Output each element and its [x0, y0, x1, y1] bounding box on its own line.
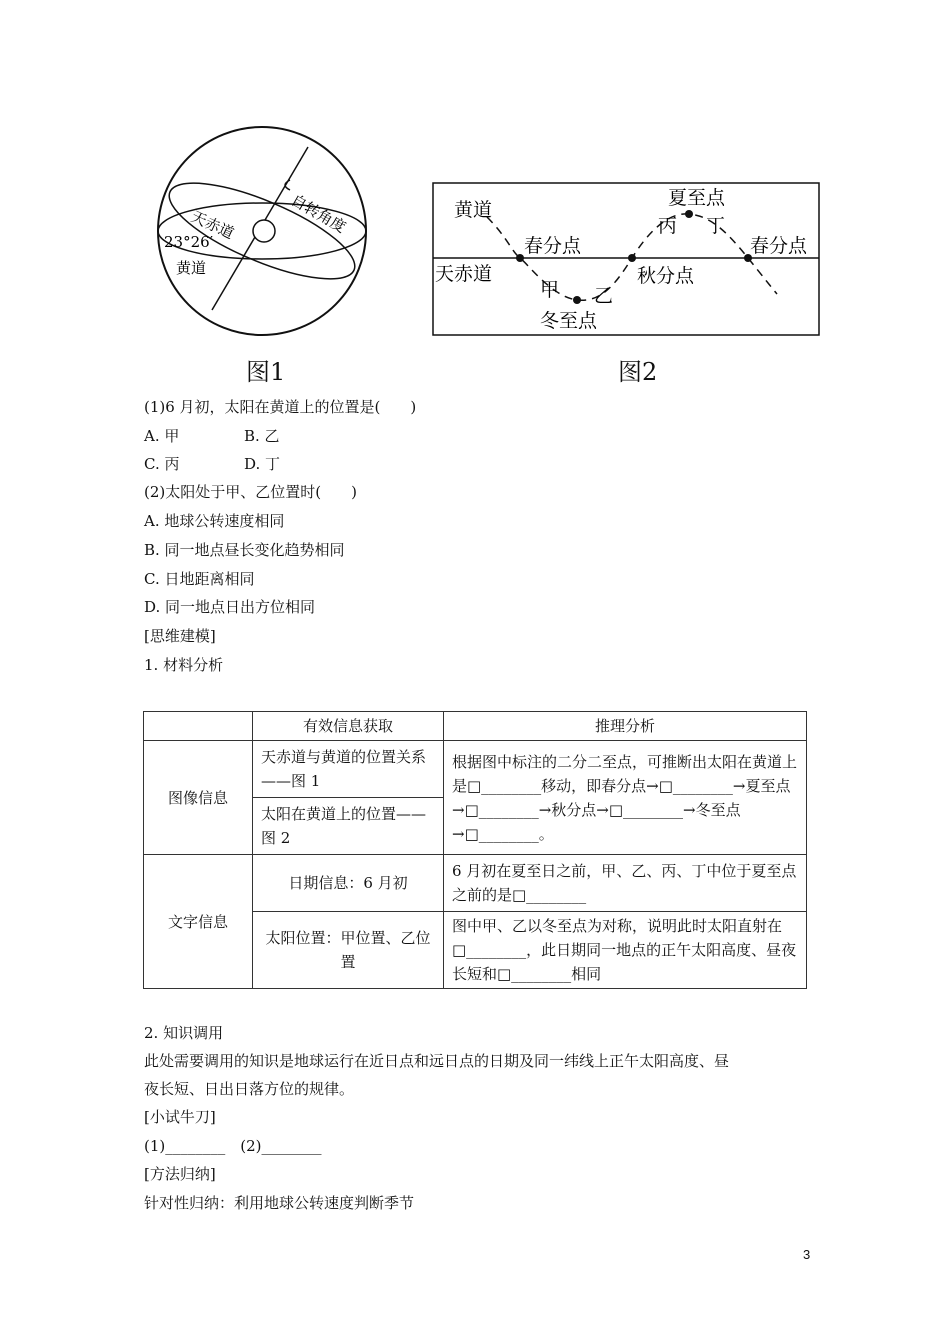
q2-option-b: B. 同一地点昼长变化趋势相同 — [144, 541, 345, 559]
knowledge-text-line-2: 夜长短、日出日落方位的规律。 — [144, 1080, 355, 1098]
table-row — [144, 741, 807, 798]
knowledge-text-line-1: 此处需要调用的知识是地球运行在近日点和远日点的日期及同一纬线上正午太阳高度、昼 — [144, 1052, 730, 1070]
autumn-equinox-label: 秋分点 — [637, 265, 695, 287]
text-info-category: 文字信息 — [144, 855, 253, 989]
table-cell-info: 天赤道与黄道的位置关系——图 1 — [253, 741, 444, 798]
winter-solstice-label: 冬至点 — [540, 310, 598, 332]
page-number: 3 — [803, 1247, 811, 1262]
angle-label: 23°26′ — [164, 233, 214, 251]
q2-option-a: A. 地球公转速度相同 — [144, 512, 285, 530]
equator-label: 天赤道 — [435, 263, 493, 285]
q1-option-a: A. 甲 — [144, 427, 180, 445]
figure-2-caption: 图2 — [618, 358, 658, 386]
material-analysis-table — [143, 711, 807, 989]
q2-option-d: D. 同一地点日出方位相同 — [144, 598, 316, 616]
q2-stem: (2)太阳处于甲、乙位置时( ) — [144, 483, 357, 501]
equator-label: 天赤道 — [188, 207, 237, 243]
method-text: 针对性归纳：利用地球公转速度判断季节 — [144, 1194, 415, 1212]
method-heading: [方法归纳] — [144, 1165, 216, 1183]
thinking-heading: [思维建模] — [144, 627, 216, 645]
yi-label: 乙 — [594, 285, 614, 307]
section-1-heading: 1. 材料分析 — [144, 656, 224, 674]
summer-solstice-dot — [685, 210, 693, 218]
table-header-info: 有效信息获取 — [253, 712, 444, 741]
summer-solstice-label: 夏至点 — [668, 187, 726, 209]
figure-2-ecliptic-diagram — [432, 182, 820, 337]
table-header-row — [144, 712, 807, 741]
figure-1-celestial-sphere — [150, 125, 375, 345]
image-info-category: 图像信息 — [144, 741, 253, 855]
q2-option-c: C. 日地距离相同 — [144, 570, 255, 588]
answer-blanks: (1)________ (2)________ — [144, 1137, 322, 1155]
table-row — [144, 855, 807, 912]
ding-label: 丁 — [706, 215, 726, 237]
ecliptic-label: 黄道 — [454, 199, 493, 221]
table-cell-info: 太阳位置：甲位置、乙位置 — [253, 912, 444, 989]
table-cell-analysis: 6 月初在夏至日之前，甲、乙、丙、丁中位于夏至点之前的是□________ — [444, 855, 807, 912]
bing-label: 丙 — [658, 215, 678, 237]
autumn-equinox-dot — [628, 254, 636, 262]
rotation-angle-label: 自转角度 — [288, 190, 349, 237]
table-cell-analysis: 根据图中标注的二分二至点，可推断出太阳在黄道上是□________移动，即春分点→□________→夏至点→□________→秋分点→□________→冬至点→□________。 — [444, 741, 807, 855]
section-2-heading: 2. 知识调用 — [144, 1024, 224, 1042]
q1-option-b: B. 乙 — [244, 427, 280, 445]
q1-option-d: D. 丁 — [244, 455, 281, 473]
trial-heading: [小试牛刀] — [144, 1108, 216, 1126]
q1-stem: (1)6 月初，太阳在黄道上的位置是( ) — [144, 398, 417, 416]
ecliptic-label: 黄道 — [176, 259, 207, 277]
jia-label: 甲 — [540, 279, 560, 301]
table-cell-analysis: 图中甲、乙以冬至点为对称，说明此时太阳直射在□________，此日期同一地点的正午太阳高度、昼夜长短和□________相同 — [444, 912, 807, 989]
table-cell-info: 太阳在黄道上的位置——图 2 — [253, 798, 444, 855]
winter-solstice-dot — [573, 296, 581, 304]
table-cell-info: 日期信息：6 月初 — [253, 855, 444, 912]
q1-option-c: C. 丙 — [144, 455, 180, 473]
table-header-blank — [144, 712, 253, 741]
rotation-arrow-icon — [285, 180, 290, 190]
earth-circle — [253, 220, 275, 242]
spring-equinox-dot — [516, 254, 524, 262]
spring-equinox-label: 春分点 — [524, 235, 582, 257]
table-header-analysis: 推理分析 — [444, 712, 807, 741]
spring-equinox-2-label: 春分点 — [750, 235, 808, 257]
figure-1-caption: 图1 — [246, 358, 286, 386]
